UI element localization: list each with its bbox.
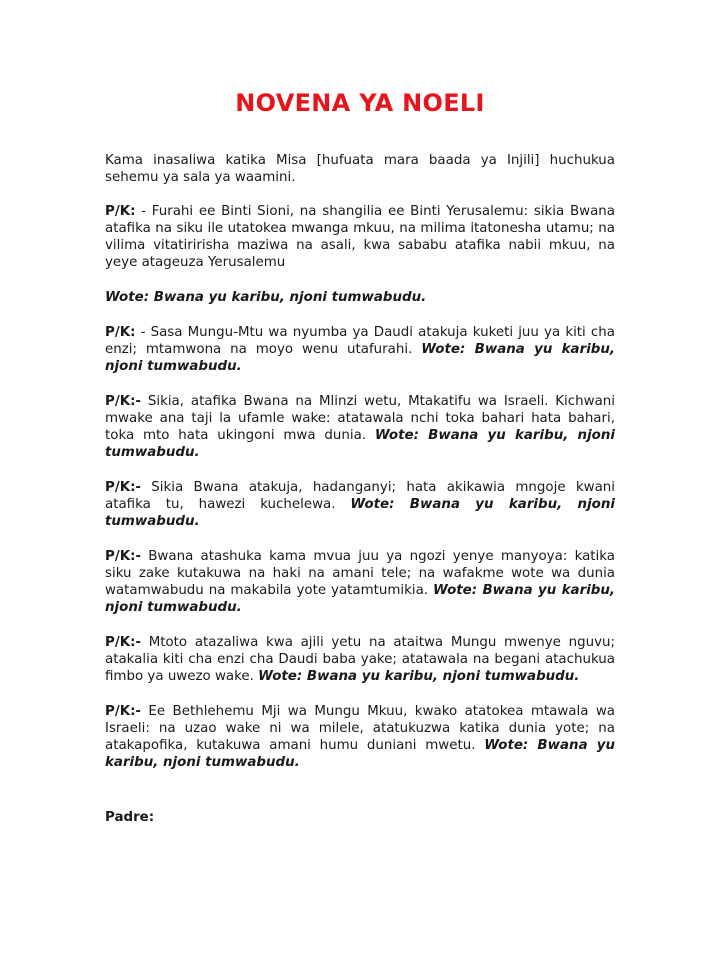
speaker-label: P/K:- [105, 480, 141, 495]
verse-6 [105, 548, 615, 616]
speaker-label: P/K:- [105, 549, 141, 564]
speaker-label: P/K:- [105, 635, 141, 650]
verse-2 [105, 289, 615, 306]
intro-paragraph: Kama inasaliwa katika Misa [hufuata mara baada ya Injili] huchukua sehemu ya sala ya waamini. [105, 153, 615, 185]
verse-text: Sikia Bwana atakuja, hadanganyi; hata akikawia mngoje kwani atafika tu, hawezi kuchelewa. [105, 480, 615, 512]
document-page [105, 88, 615, 826]
verse-text: Ee Bethlehemu Mji wa Mungu Mkuu, kwako atatokea mtawala wa Israeli: na uzao wake ni wa milele, atatukuzwa katika dunia yote; na atakapofika, kutakuwa amani humu duniani mwetu. [105, 704, 615, 753]
verse-3 [105, 324, 615, 375]
verse-text: Bwana atashuka kama mvua juu ya ngozi yenye manyoya: katika siku zake kutakuwa na haki na amani tele; na wafakme wote wa dunia watamwabudu na makabila yote yatamtumikia. [105, 549, 615, 598]
verse-text: - Sasa Mungu-Mtu wa nyumba ya Daudi atakuja kuketi juu ya kiti cha enzi; mtamwona na moyo wenu utafurahi. [105, 325, 615, 357]
response-text: Wote: Bwana yu karibu, njoni tumwabudu. [105, 583, 615, 615]
response-text: Wote: Bwana yu karibu, njoni tumwabudu. [105, 342, 615, 374]
speaker-label: P/K: [105, 204, 136, 219]
response-text: Wote: Bwana yu karibu, njoni tumwabudu. [105, 497, 615, 529]
verse-8 [105, 703, 615, 771]
verse-text: - Furahi ee Binti Sioni, na shangilia ee Binti Yerusalemu: sikia Bwana atafika na siku ile utatokea mwanga mkuu, na milima itatonesha utamu; na vilima vitatiririsha maziwa na asali, kwa sababu atafika nabii mkuu, na yeye atageuza Yerusalemu [105, 204, 615, 270]
verse-7 [105, 634, 615, 685]
response-text: Wote: Bwana yu karibu, njoni tumwabudu. [105, 428, 615, 460]
response-text: Wote: Bwana yu karibu, njoni tumwabudu. [258, 669, 580, 684]
verse-1 [105, 203, 615, 271]
document-title: NOVENA YA NOELI [235, 89, 485, 117]
response-text: Wote: Bwana yu karibu, njoni tumwabudu. [105, 290, 427, 305]
speaker-label: P/K:- [105, 394, 141, 409]
response-text: Wote: Bwana yu karibu, njoni tumwabudu. [105, 738, 616, 770]
closing-label: Padre: [105, 810, 155, 825]
verse-text: Sikia, atafika Bwana na Mlinzi wetu, Mtakatifu wa Israeli. Kichwani mwake ana taji la ufamle wake: atatawala nchi toka bahari hata bahari, toka mto hata ukingoni mwa dunia. [105, 394, 615, 443]
verse-text: Mtoto atazaliwa kwa ajili yetu na ataitwa Mungu mwenye nguvu; atakalia kiti cha enzi cha Daudi baba yake; atatawala na begani atachukua fimbo ya uwezo wake. [105, 635, 615, 684]
speaker-label: P/K: [105, 325, 136, 340]
verse-5 [105, 479, 615, 530]
speaker-label: P/K:- [105, 704, 141, 719]
verse-4 [105, 393, 615, 461]
